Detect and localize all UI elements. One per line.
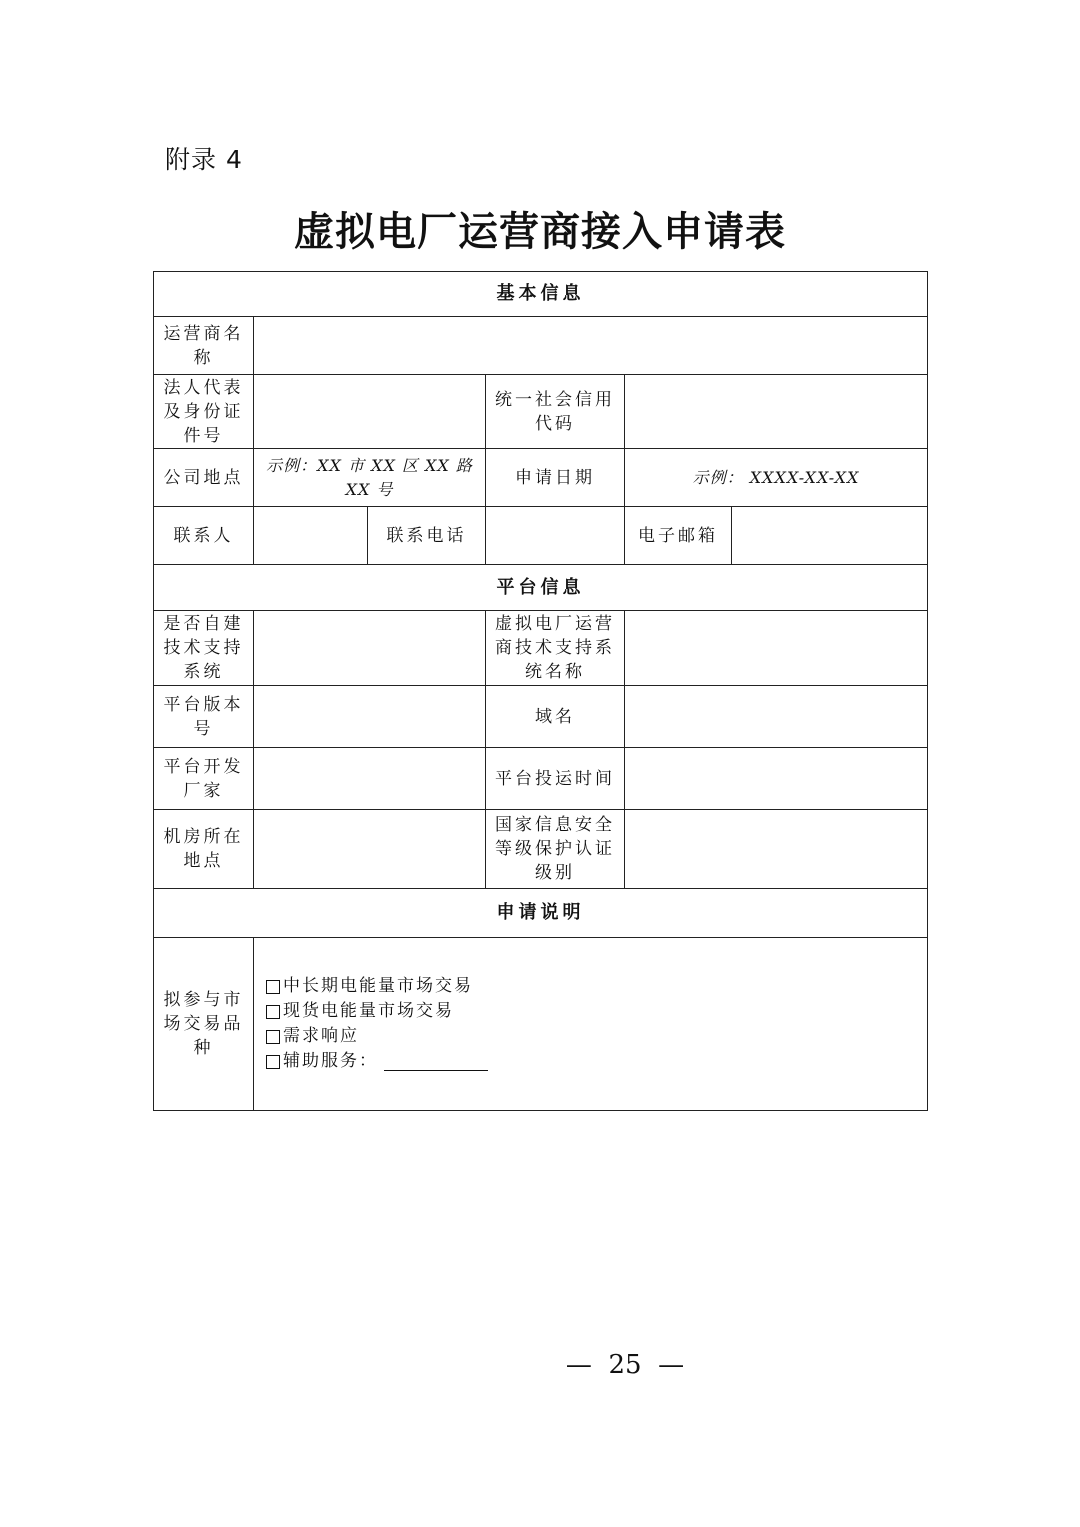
section-platform-info: 平台信息	[154, 565, 928, 611]
label-trading-types: 拟参与市场交易品种	[154, 938, 254, 1111]
label-email: 电子邮箱	[625, 507, 732, 565]
field-launch-time[interactable]	[625, 748, 928, 810]
field-email[interactable]	[732, 507, 928, 565]
section-basic-info: 基本信息	[154, 272, 928, 317]
section-row	[154, 272, 928, 317]
label-platform-version: 平台版本号	[154, 686, 254, 748]
appendix-label: 附录 4	[165, 145, 243, 174]
trading-option-label: 辅助服务：	[283, 1051, 378, 1071]
trading-option[interactable]	[266, 974, 921, 999]
field-server-room[interactable]	[254, 810, 486, 889]
checkbox-icon[interactable]	[266, 1030, 280, 1044]
field-legal-rep[interactable]	[254, 375, 486, 449]
form-row	[154, 507, 928, 565]
field-system-name[interactable]	[625, 611, 928, 686]
fill-in-blank-line[interactable]	[384, 1052, 488, 1071]
field-contact-phone[interactable]	[486, 507, 625, 565]
label-system-name: 虚拟电厂运营商技术支持系统名称	[486, 611, 625, 686]
trading-option-label: 中长期电能量市场交易	[283, 976, 473, 996]
form-row	[154, 317, 928, 375]
label-operator-name: 运营商名称	[154, 317, 254, 375]
label-credit-code: 统一社会信用代码	[486, 375, 625, 449]
field-domain[interactable]	[625, 686, 928, 748]
field-platform-version[interactable]	[254, 686, 486, 748]
field-application-date[interactable]: 示例： XXXX-XX-XX	[625, 449, 928, 507]
form-row	[154, 449, 928, 507]
form-row	[154, 748, 928, 810]
checkbox-icon[interactable]	[266, 980, 280, 994]
field-self-built[interactable]	[254, 611, 486, 686]
field-developer[interactable]	[254, 748, 486, 810]
field-contact-person[interactable]	[254, 507, 368, 565]
trading-option-label: 现货电能量市场交易	[283, 1001, 454, 1021]
trading-option[interactable]	[266, 1024, 921, 1049]
label-contact-phone: 联系电话	[368, 507, 486, 565]
section-row	[154, 565, 928, 611]
section-row	[154, 889, 928, 938]
form-row	[154, 938, 928, 1111]
page-number: — 25 —	[565, 1350, 685, 1380]
form-row	[154, 686, 928, 748]
field-security-level[interactable]	[625, 810, 928, 889]
label-launch-time: 平台投运时间	[486, 748, 625, 810]
label-company-location: 公司地点	[154, 449, 254, 507]
trading-options-list	[254, 938, 928, 1111]
field-credit-code[interactable]	[625, 375, 928, 449]
label-security-level: 国家信息安全等级保护认证级别	[486, 810, 625, 889]
section-application-notes: 申请说明	[154, 889, 928, 938]
label-developer: 平台开发厂家	[154, 748, 254, 810]
trading-option[interactable]	[266, 999, 921, 1024]
field-company-location[interactable]: 示例：XX 市 XX 区 XX 路 XX 号	[254, 449, 486, 507]
form-row	[154, 810, 928, 889]
page-title: 虚拟电厂运营商接入申请表	[294, 208, 786, 255]
field-operator-name[interactable]	[254, 317, 928, 375]
form-row	[154, 611, 928, 686]
trading-option-label: 需求响应	[283, 1026, 359, 1046]
checkbox-icon[interactable]	[266, 1055, 280, 1069]
label-legal-rep: 法人代表及身份证件号	[154, 375, 254, 449]
application-form-table	[153, 271, 928, 1111]
label-application-date: 申请日期	[486, 449, 625, 507]
label-domain: 域名	[486, 686, 625, 748]
checkbox-icon[interactable]	[266, 1005, 280, 1019]
label-server-room: 机房所在地点	[154, 810, 254, 889]
form-row	[154, 375, 928, 449]
label-contact-person: 联系人	[154, 507, 254, 565]
label-self-built: 是否自建技术支持系统	[154, 611, 254, 686]
trading-option[interactable]	[266, 1049, 921, 1074]
